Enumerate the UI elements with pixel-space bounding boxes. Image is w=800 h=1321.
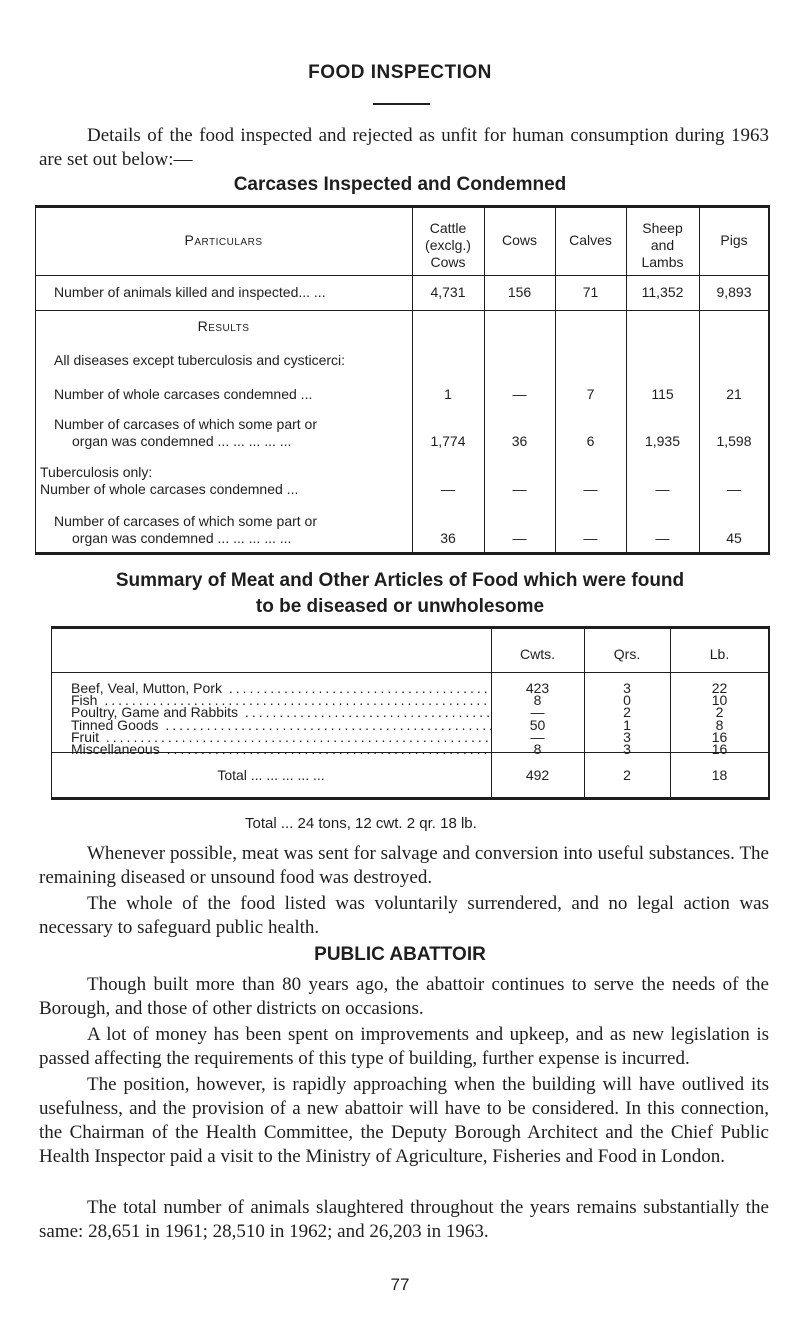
cell-qrs: 1 xyxy=(623,716,631,733)
total-lb: 18 xyxy=(711,767,728,783)
col-header-pigs: Pigs xyxy=(720,232,748,248)
cell-whole-cattle: 1 xyxy=(444,386,452,402)
cell-killed-calves: 71 xyxy=(582,284,599,300)
total-qrs: 2 xyxy=(623,767,631,783)
cell-lb: 2 xyxy=(715,704,724,721)
paragraph-money: A lot of money has been spent on improvements and upkeep, and as new legislation is passed affecting the requirements of this type of building, further expense is incurred. xyxy=(39,1024,769,1069)
paragraph-salvage: Whenever possible, meat was sent for salvage and conversion into useful substances. The remaining diseased or unsound food was destroyed. xyxy=(39,843,769,888)
cell-lb: 22 xyxy=(711,680,728,696)
cell-qrs: 3 xyxy=(623,728,631,745)
paragraph-surrender: The whole of the food listed was voluntarily surrendered, and no legal action was necessary to safeguard public health. xyxy=(39,893,769,938)
cell-cwts: — xyxy=(530,728,545,745)
row-label: Poultry, Game and Rabbits ..... xyxy=(71,704,491,721)
title-underline xyxy=(373,103,430,105)
cell-killed-cows: 156 xyxy=(507,284,532,300)
row-label-killed: Number of animals killed and inspected... ... xyxy=(54,284,326,300)
summary-table xyxy=(51,626,771,798)
cell-lb: 16 xyxy=(711,741,728,757)
carcases-heading: Carcases Inspected and Condemned xyxy=(233,174,567,195)
cell-cwts: 8 xyxy=(533,741,542,757)
row-label: Miscellaneous ..... xyxy=(71,741,491,758)
table-row xyxy=(51,741,771,758)
cell-cwts: 50 xyxy=(529,716,546,733)
cell-killed-pigs: 9,893 xyxy=(716,284,752,300)
row-label-tb-whole: Tuberculosis only: Number of whole carcases condemned ... xyxy=(40,464,299,497)
cell-lb: 16 xyxy=(711,728,728,745)
col-header-sheep: Sheep and Lambs xyxy=(641,220,684,270)
page-number: 77 xyxy=(390,1275,410,1294)
cell-qrs: 3 xyxy=(623,741,631,757)
row-label: Tinned Goods ..... xyxy=(71,717,491,734)
cell-tb-part-cattle: 36 xyxy=(440,530,456,546)
cell-tb-whole-cows: — xyxy=(512,481,527,497)
col-header-lb: Lb. xyxy=(709,646,730,662)
paragraph-slaughter-totals: The total number of animals slaughtered throughout the years remains substantially the same: 28,651 in 1961; 28,510 in 1962; and 26,203 in 1963. xyxy=(39,1197,769,1242)
cell-part-cows: 36 xyxy=(511,433,528,449)
total-cwts: 492 xyxy=(525,767,550,783)
cell-tb-whole-cattle: — xyxy=(441,481,455,497)
all-diseases-label: All diseases except tuberculosis and cysticerci: xyxy=(54,352,346,368)
cell-cwts: 8 xyxy=(533,692,542,709)
paragraph-position: The position, however, is rapidly approaching when the building will have outlived its usefulness, and the provision of a new abattoir will have to be considered. In this connection, the Chairman of the Health Committee, the Deputy Borough Architect and the Chief Public Health Inspector paid a visit to the Ministry of Agriculture, Fisheries and Food in London. xyxy=(39,1074,769,1167)
cell-tb-whole-sheep: — xyxy=(655,481,670,497)
cell-tb-part-calves: — xyxy=(583,530,598,546)
cell-tb-whole-calves: — xyxy=(583,481,598,497)
cell-tb-part-cows: — xyxy=(512,530,527,546)
cell-cwts: — xyxy=(530,704,545,721)
row-label: Beef, Veal, Mutton, Pork ..... xyxy=(71,680,491,697)
cell-qrs: 0 xyxy=(623,692,631,709)
cell-cwts: 423 xyxy=(525,680,550,696)
cell-qrs: 2 xyxy=(623,704,631,721)
row-label-tb-part: Number of carcases of which some part or organ was condemned ... ... ... ... ... xyxy=(54,513,317,546)
cell-tb-whole-pigs: — xyxy=(727,481,741,497)
cell-killed-sheep: 11,352 xyxy=(641,284,684,300)
total-summary-line: Total ... 24 tons, 12 cwt. 2 qr. 18 lb. xyxy=(245,815,477,832)
cell-whole-calves: 7 xyxy=(586,386,595,402)
carcases-table xyxy=(35,205,771,553)
cell-tb-part-sheep: — xyxy=(655,530,670,546)
cell-part-calves: 6 xyxy=(586,433,595,449)
col-header-cattle: Cattle (exclg.) Cows xyxy=(425,220,471,270)
cell-tb-part-pigs: 45 xyxy=(726,530,742,546)
cell-lb: 10 xyxy=(711,692,728,709)
col-header-particulars: Particulars xyxy=(184,232,263,248)
col-header-cows: Cows xyxy=(501,232,537,248)
summary-heading: Summary of Meat and Other Articles of Food which were found to be diseased or unwholesome xyxy=(115,570,685,617)
row-label: Fruit ..... xyxy=(71,729,491,746)
row-label: Fish ..... xyxy=(71,692,491,709)
cell-whole-sheep: 115 xyxy=(651,386,674,402)
abattoir-heading: PUBLIC ABATTOIR xyxy=(314,944,486,965)
col-header-cwts: Cwts. xyxy=(520,646,555,662)
cell-part-cattle: 1,774 xyxy=(430,433,466,449)
cell-part-pigs: 1,598 xyxy=(716,433,752,449)
cell-qrs: 3 xyxy=(623,680,631,696)
paragraph-abattoir-age: Though built more than 80 years ago, the abattoir continues to serve the needs of the Borough, and those of other districts on occasions. xyxy=(39,974,769,1019)
cell-whole-pigs: 21 xyxy=(726,386,742,402)
row-label-whole: Number of whole carcases condemned ... xyxy=(54,386,313,402)
col-header-calves: Calves xyxy=(569,232,612,248)
cell-whole-cows: — xyxy=(512,386,527,402)
cell-killed-cattle: 4,731 xyxy=(430,284,466,300)
row-label-part: Number of carcases of which some part or organ was condemned ... ... ... ... ... xyxy=(54,416,317,449)
cell-part-sheep: 1,935 xyxy=(644,433,681,449)
total-row xyxy=(51,767,771,784)
total-row-label: Total ... ... ... ... ... xyxy=(217,767,325,783)
results-heading: Results xyxy=(197,318,250,334)
intro-paragraph: Details of the food inspected and rejected as unfit for human consumption during 1963 are set out below:— xyxy=(39,125,769,170)
page-title: FOOD INSPECTION xyxy=(308,62,492,83)
cell-lb: 8 xyxy=(715,716,724,733)
col-header-qrs: Qrs. xyxy=(613,646,641,662)
